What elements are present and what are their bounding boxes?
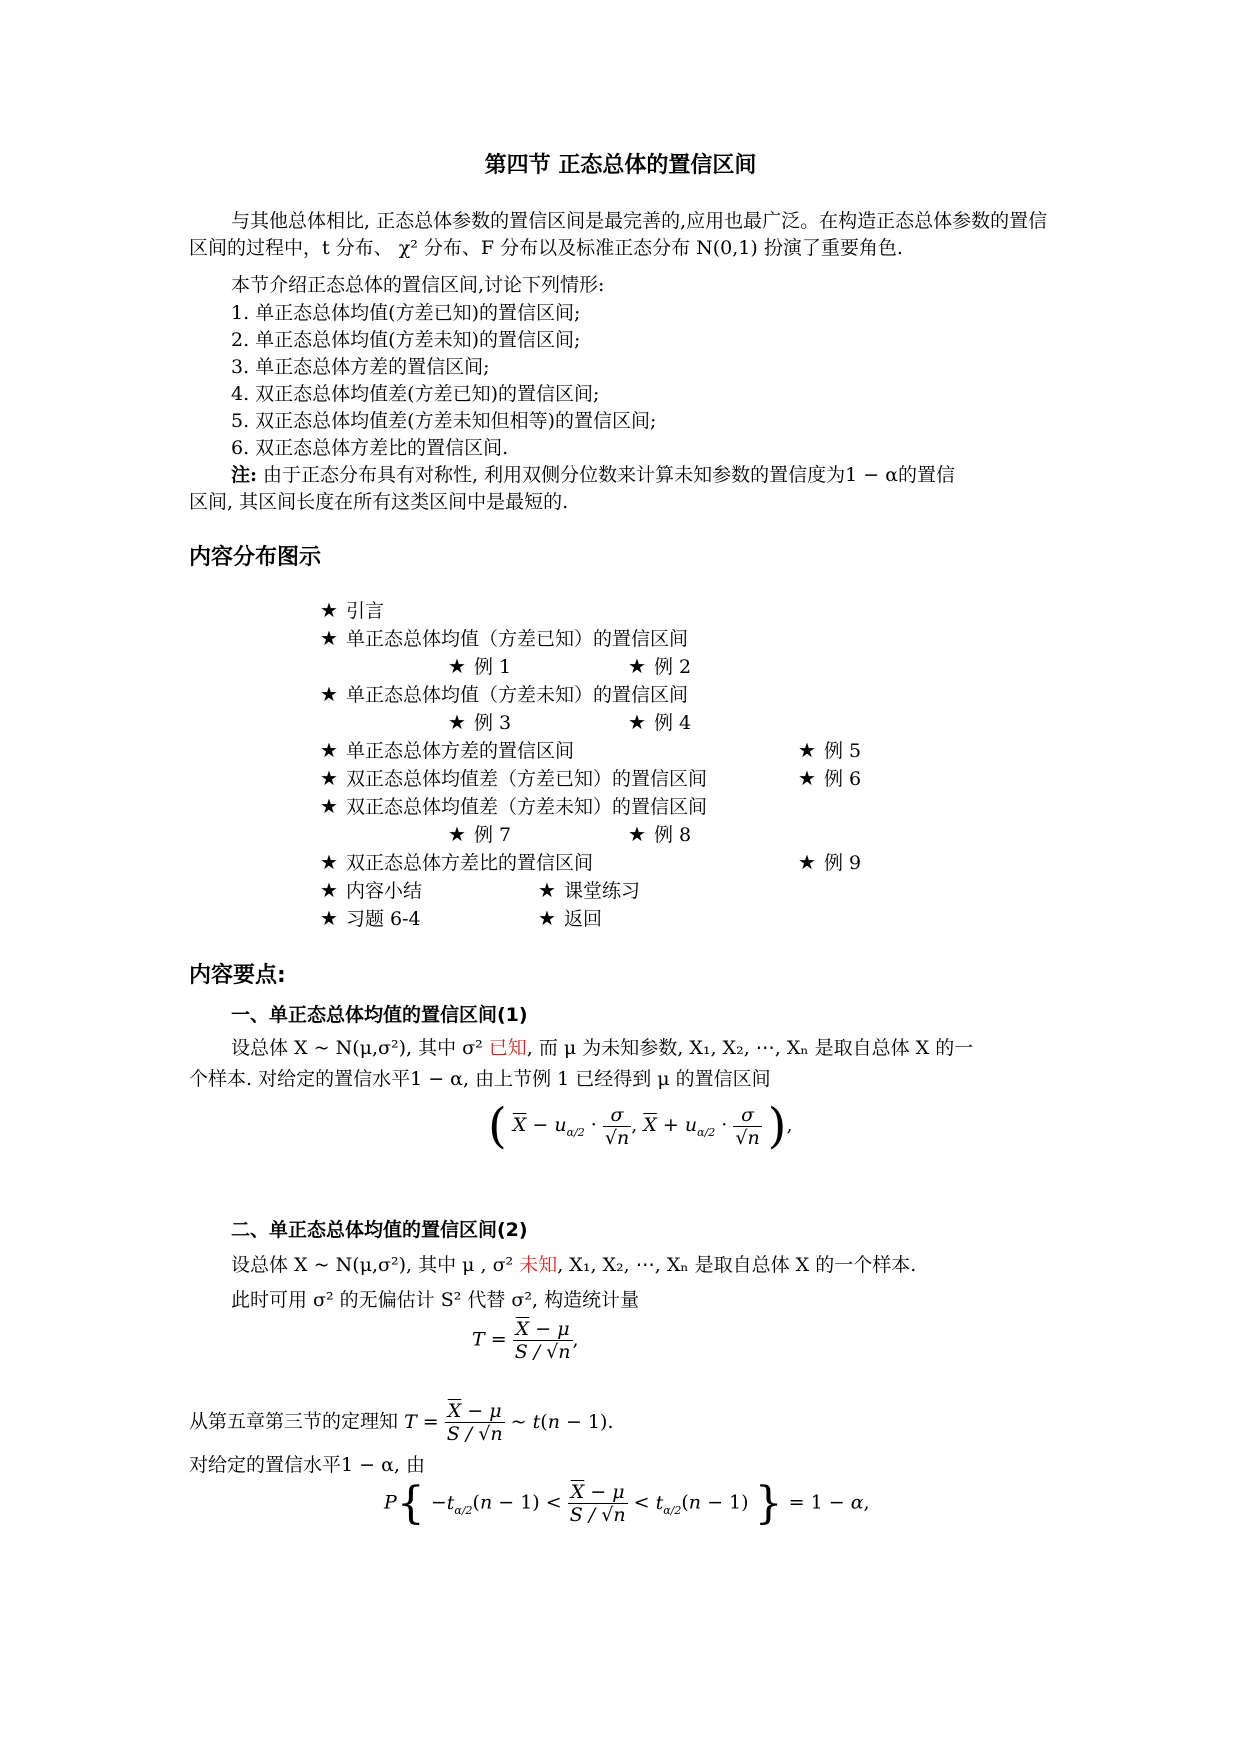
- toc-item-back[interactable]: ★ 返回: [538, 906, 602, 930]
- toc-item-s1[interactable]: ★ 单正态总体均值（方差已知）的置信区间: [320, 626, 688, 650]
- note: [231, 460, 955, 487]
- toc-heading: 内容分布图示: [189, 545, 322, 570]
- case-item: 1. 单正态总体均值(方差已知)的置信区间;: [231, 302, 581, 324]
- star-icon: ★: [320, 682, 338, 706]
- t-statistic-formula: T = $\frac{\overline{X} - \mu}{S / √n}$ ,: [472, 1318, 579, 1363]
- note-label: 注:: [231, 464, 258, 486]
- intro-lead: 本节介绍正态总体的置信区间,讨论下列情形:: [231, 274, 605, 296]
- toc-item-example-7[interactable]: ★ 例 7: [448, 822, 512, 846]
- toc-item-practice[interactable]: ★ 课堂练习: [538, 878, 640, 902]
- case-item: 2. 单正态总体均值(方差未知)的置信区间;: [231, 329, 581, 351]
- intro-paragraph: 与其他总体相比, 正态总体参数的置信区间是最完善的,应用也最广泛。在构造正态总体参数的置信区间的过程中，t 分布、 χ² 分布、F 分布以及标准正态分布 N(0,1) 扮演了重要角色.: [189, 210, 1048, 259]
- unknown-highlight: 未知: [519, 1254, 558, 1276]
- probability-formula: $P\{ -t_{\alpha/2}(n - 1)$ < $\frac{\overline{X} - \mu}{S / √n}$ < $t_{\alpha/2}(n - 1)$ } = 1 − α,: [384, 1478, 870, 1529]
- toc-item-example-1[interactable]: ★ 例 1: [448, 654, 512, 678]
- toc-item-example-3[interactable]: ★ 例 3: [448, 710, 512, 734]
- star-icon: ★: [320, 794, 338, 818]
- star-icon: ★: [320, 598, 338, 622]
- toc-item-example-5[interactable]: ★ 例 5: [798, 738, 862, 762]
- toc-item-s5[interactable]: ★ 双正态总体均值差（方差未知）的置信区间: [320, 794, 707, 818]
- star-icon: ★: [628, 822, 646, 846]
- star-icon: ★: [798, 850, 816, 874]
- toc-item-example-6[interactable]: ★ 例 6: [798, 766, 862, 790]
- sec1-line1: 设总体 X ~ N(μ,σ²), 其中 σ² 已知, 而 μ 为未知参数, X₁, X₂, ⋯, Xₙ 是取自总体 X 的一: [231, 1037, 974, 1059]
- star-icon: ★: [448, 654, 466, 678]
- star-icon: ★: [538, 906, 556, 930]
- confidence-interval-formula: ( $\overline{X} - u_{\alpha/2}$ · $\frac{\sigma}{√n}$ , $\overline{X} + u_{\alpha/2}$ · $\frac{\sigma}{√n}$ ),: [488, 1098, 793, 1154]
- star-icon: ★: [538, 878, 556, 902]
- star-icon: ★: [320, 738, 338, 762]
- star-icon: ★: [628, 710, 646, 734]
- star-icon: ★: [798, 766, 816, 790]
- sec2-line2: 此时可用 σ² 的无偏估计 S² 代替 σ², 构造统计量: [231, 1289, 640, 1311]
- sec2-line3: 从第五章第三节的定理知 T = $\frac{\overline{X} - \mu}{S / √n}$ ~ t(n − 1).: [189, 1400, 614, 1445]
- toc-item-example-2[interactable]: ★ 例 2: [628, 654, 692, 678]
- toc-item-intro[interactable]: ★ 引言: [320, 598, 384, 622]
- star-icon: ★: [320, 850, 338, 874]
- toc-item-s6[interactable]: ★ 双正态总体方差比的置信区间: [320, 850, 593, 874]
- toc-item-s2[interactable]: ★ 单正态总体均值（方差未知）的置信区间: [320, 682, 688, 706]
- toc-item-example-4[interactable]: ★ 例 4: [628, 710, 692, 734]
- star-icon: ★: [320, 766, 338, 790]
- case-item: 5. 双正态总体均值差(方差未知但相等)的置信区间;: [231, 410, 657, 432]
- toc-item-summary[interactable]: ★ 内容小结: [320, 878, 422, 902]
- toc-item-example-8[interactable]: ★ 例 8: [628, 822, 692, 846]
- note-continued: 区间, 其区间长度在所有这类区间中是最短的.: [189, 491, 569, 513]
- case-item: 4. 双正态总体均值差(方差已知)的置信区间;: [231, 383, 600, 405]
- sec1-title: 一、单正态总体均值的置信区间(1): [231, 1004, 528, 1026]
- star-icon: ★: [628, 654, 646, 678]
- star-icon: ★: [320, 878, 338, 902]
- toc-item-s4[interactable]: ★ 双正态总体均值差（方差已知）的置信区间: [320, 766, 707, 790]
- note-text: 由于正态分布具有对称性, 利用双侧分位数来计算未知参数的置信度为1 − α的置信: [257, 464, 956, 486]
- sec1-line2: 个样本. 对给定的置信水平1 − α, 由上节例 1 已经得到 μ 的置信区间: [189, 1068, 771, 1090]
- points-heading: 内容要点:: [189, 963, 286, 988]
- section-title: 第四节 正态总体的置信区间: [484, 153, 757, 178]
- case-item: 6. 双正态总体方差比的置信区间.: [231, 437, 509, 459]
- sec2-line4: 对给定的置信水平1 − α, 由: [189, 1454, 425, 1476]
- star-icon: ★: [448, 822, 466, 846]
- star-icon: ★: [798, 738, 816, 762]
- case-item: 3. 单正态总体方差的置信区间;: [231, 356, 490, 378]
- star-icon: ★: [320, 906, 338, 930]
- sec2-line1: 设总体 X ~ N(μ,σ²), 其中 μ , σ² 未知, X₁, X₂, ⋯, Xₙ 是取自总体 X 的一个样本.: [231, 1254, 917, 1276]
- toc-item-example-9[interactable]: ★ 例 9: [798, 850, 862, 874]
- toc-item-exercise[interactable]: ★ 习题 6-4: [320, 906, 421, 930]
- known-highlight: 已知: [488, 1037, 527, 1059]
- star-icon: ★: [320, 626, 338, 650]
- sec2-title: 二、单正态总体均值的置信区间(2): [231, 1219, 528, 1241]
- star-icon: ★: [448, 710, 466, 734]
- toc-item-s3[interactable]: ★ 单正态总体方差的置信区间: [320, 738, 574, 762]
